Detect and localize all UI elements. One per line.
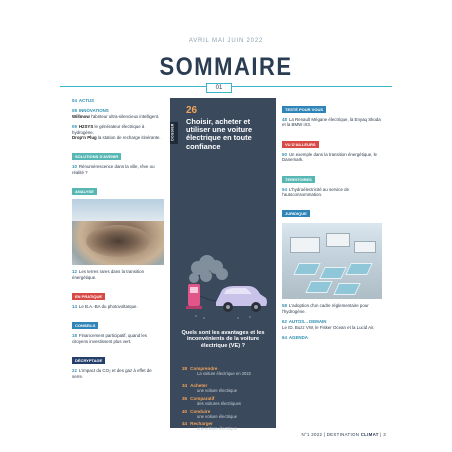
entry-page: 08 [72, 108, 77, 114]
charging-station [186, 284, 202, 309]
entry-heading: INNOVATIONS [78, 108, 109, 114]
item-subtitle: des voitures électriques [197, 401, 241, 407]
entry-text: Les terres rares dans la transition énergétique. [72, 269, 145, 280]
section-tag: EN PRATIQUE [72, 293, 105, 300]
item-subtitle: La voiture électrique en 2022 [197, 371, 252, 377]
toc-entry[interactable] [72, 98, 164, 103]
section-tag: TERRITOIRES [282, 176, 315, 183]
dossier-label: DOSSIER [170, 123, 175, 141]
section-tag: VU D'AILLEURS [282, 141, 319, 148]
entry-heading: AGENDA [288, 335, 308, 341]
toc-entry[interactable] [282, 187, 382, 198]
toc-entry[interactable] [72, 304, 164, 309]
section-tag: SOLUTIONS D'AVENIR [72, 153, 121, 160]
entry-text: la station de recharge itinérante. [96, 135, 161, 141]
entry-heading: ACTUS [78, 98, 95, 103]
item-page: 36 [182, 396, 188, 401]
entry-page: 54 [282, 186, 287, 192]
footer-issue: N°1 2022 [301, 432, 323, 437]
toc-entry[interactable] [282, 303, 382, 314]
entry-page: 14 [72, 304, 77, 310]
entry-text: Rénumérescence dans la ville, rêve ou réalité ? [72, 164, 155, 175]
toc-entry[interactable] [72, 269, 164, 280]
entry-page: 09 [72, 124, 77, 130]
smoke-clouds [189, 255, 228, 283]
footer-brand: CLIMAT [360, 432, 379, 437]
item-title: Comprendre [190, 366, 218, 371]
entry-text: Le B.A.-BA du photovoltaïque. [78, 304, 138, 310]
page-badge: 01 [206, 83, 232, 93]
item-title: Comparatif [190, 396, 215, 401]
entry-bold: Drop'n Plug [72, 135, 97, 141]
footer-page-number: 3 [383, 432, 386, 437]
entry-heading: AUTOS... DEMAIN [288, 319, 327, 325]
entry-page: 12 [72, 269, 77, 275]
entry-text: L'impact du CO₂ et des gaz à effet de serre. [72, 368, 152, 379]
dossier-panel [170, 98, 276, 432]
toc-entry[interactable] [72, 333, 164, 344]
entry-page: 62 [282, 319, 287, 325]
entry-page: 48 [282, 117, 287, 122]
dossier-item[interactable] [182, 383, 270, 393]
toc-entry[interactable] [282, 335, 382, 340]
entry-text: La Renault Mégane électrique, la Enyaq Skoda et la BMW iX3. [282, 117, 381, 128]
footer-magazine: DESTINATION [326, 432, 361, 437]
item-title: Recharger [190, 421, 213, 426]
ev-car [216, 286, 267, 312]
item-subtitle: une voiture électrique [197, 426, 238, 432]
toc-entry[interactable] [72, 124, 164, 140]
mine-photo [72, 199, 164, 265]
dossier-item[interactable] [182, 421, 270, 431]
entry-page: 50 [282, 151, 287, 157]
toc-entry[interactable] [72, 368, 164, 379]
item-page: 28 [182, 366, 188, 371]
toc-entry[interactable] [282, 319, 382, 330]
item-page: 44 [182, 421, 188, 426]
right-column [282, 98, 382, 345]
section-tag: JURIDIQUE [282, 210, 310, 217]
dossier-headline[interactable]: Choisir, acheter et utiliser une voiture électrique en toute confiance [186, 117, 253, 151]
section-tag: DÉCRYPTAGE [72, 357, 105, 364]
entry-page: 10 [72, 164, 77, 170]
entry-text: l'abriteur ultra-silencieux intelligent. [89, 113, 160, 119]
entry-page: 04 [72, 98, 77, 103]
toc-entry[interactable] [282, 152, 382, 163]
hydrogen-plant-illustration [282, 223, 382, 299]
dossier-question: Quels sont les avantages et les inconvénients de la voiture électrique (VE) ? [181, 330, 265, 349]
dossier-page: 26 [186, 105, 198, 116]
item-page: 40 [182, 409, 188, 414]
entry-text: L'hydroélectricité au service de l'autoconsommation. [282, 186, 350, 198]
dossier-item[interactable] [182, 366, 270, 376]
item-subtitle: une voiture électrique [197, 414, 238, 420]
entry-page: 18 [72, 333, 77, 339]
toc-entry[interactable] [72, 164, 164, 175]
page-title: SOMMAIRE [159, 52, 293, 81]
entry-page: 64 [282, 335, 287, 341]
ev-charging-illustration [176, 250, 272, 328]
toc-entry[interactable] [282, 117, 382, 128]
entry-text: Financement participatif, quand les citoyens investissent plus vert. [72, 333, 147, 344]
entry-page: 58 [282, 303, 287, 309]
item-title: Acheter [190, 383, 208, 388]
entry-bold: Willmow [72, 113, 90, 119]
page-footer: N°1 2022 | DESTINATION CLIMAT | 3 [301, 432, 386, 437]
item-title: Conduire [190, 409, 211, 414]
dossier-item[interactable] [182, 409, 270, 419]
item-page: 34 [182, 383, 188, 388]
issue-period: AVRIL MAI JUIN 2022 [188, 38, 264, 44]
entry-bold: H2SYS [78, 124, 94, 130]
entry-text: Un exemple dans la transition énergétique, le Danemark. [282, 151, 378, 163]
entry-text: le générateur électrique à hydrogène. [72, 124, 145, 135]
section-tag: TESTÉ POUR VOUS [282, 106, 326, 113]
dossier-item[interactable] [182, 396, 270, 406]
section-tag: CONSEILS [72, 322, 98, 329]
entry-text: Le ID. Buzz VW, le Fisker Ocean et la Lucid Air. [282, 324, 375, 330]
dossier-tab [170, 122, 178, 144]
toc-entry[interactable] [72, 108, 164, 119]
section-tag: ANALYSE [72, 188, 97, 195]
ground-dots [195, 315, 251, 319]
entry-text: L'adoption d'un cadre réglementaire pour l'hydrogène. [282, 303, 369, 314]
item-subtitle: une voiture électrique [197, 388, 238, 394]
left-column [72, 98, 164, 384]
entry-page: 22 [72, 368, 77, 374]
